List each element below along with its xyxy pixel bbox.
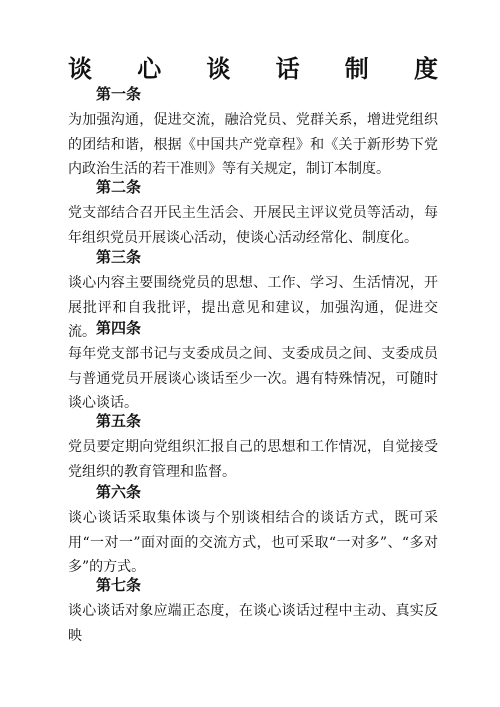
article-body: 为加强沟通，促进交流，融洽党员、党群关系，增进党组织的团结和谐，根据《中国共产党章程》和《关于新形势下党内政治生活的若干准则》等有关规定，制订本制度。 [68,112,438,177]
article-heading: 第七条 [96,576,142,594]
document-title [68,54,438,84]
article-heading: 第四条 [96,319,142,337]
article-heading: 第一条 [96,85,142,103]
article-2 [68,177,438,250]
title-char: 话 [275,54,300,83]
article-6 [68,482,438,580]
title-char: 度 [413,54,438,83]
article-body: 谈心谈话采取集体谈与个别谈相结合的谈话方式，既可采用“一对一”面对面的交流方式，也可采取“一对多”、“多对多”的方式。 [68,510,438,575]
article-heading: 第二条 [96,178,142,196]
article-body: 谈心谈话对象应端正态度，在谈心谈话过程中主动、真实反映 [68,603,438,644]
article-heading: 第三条 [96,248,142,266]
article-body: 党员要定期向党组织汇报自己的思想和工作情况，自觉接受党组织的教育管理和监督。 [68,439,438,480]
article-body: 谈心内容主要围绕党员的思想、工作、学习、生活情况，开展批评和自我批评，提出意见和建议，加强沟通，促进交流。 [68,275,438,340]
article-heading: 第五条 [96,412,142,430]
title-char: 心 [137,54,162,83]
article-body: 每年党支部书记与支委成员之间、支委成员之间、支委成员与普通党员开展谈心谈话至少一次。遇有特殊情况，可随时谈心谈话。 [68,346,438,411]
title-char: 制 [344,54,369,83]
article-5 [68,411,438,484]
article-4 [68,318,438,416]
article-1 [68,84,438,182]
article-7 [68,575,438,648]
title-char: 谈 [206,54,231,83]
title-char: 谈 [68,54,92,83]
article-body: 党支部结合召开民主生活会、开展民主评议党员等活动，每年组织党员开展谈心活动，使谈心活动经常化、制度化。 [68,205,438,246]
article-heading: 第六条 [96,483,142,501]
